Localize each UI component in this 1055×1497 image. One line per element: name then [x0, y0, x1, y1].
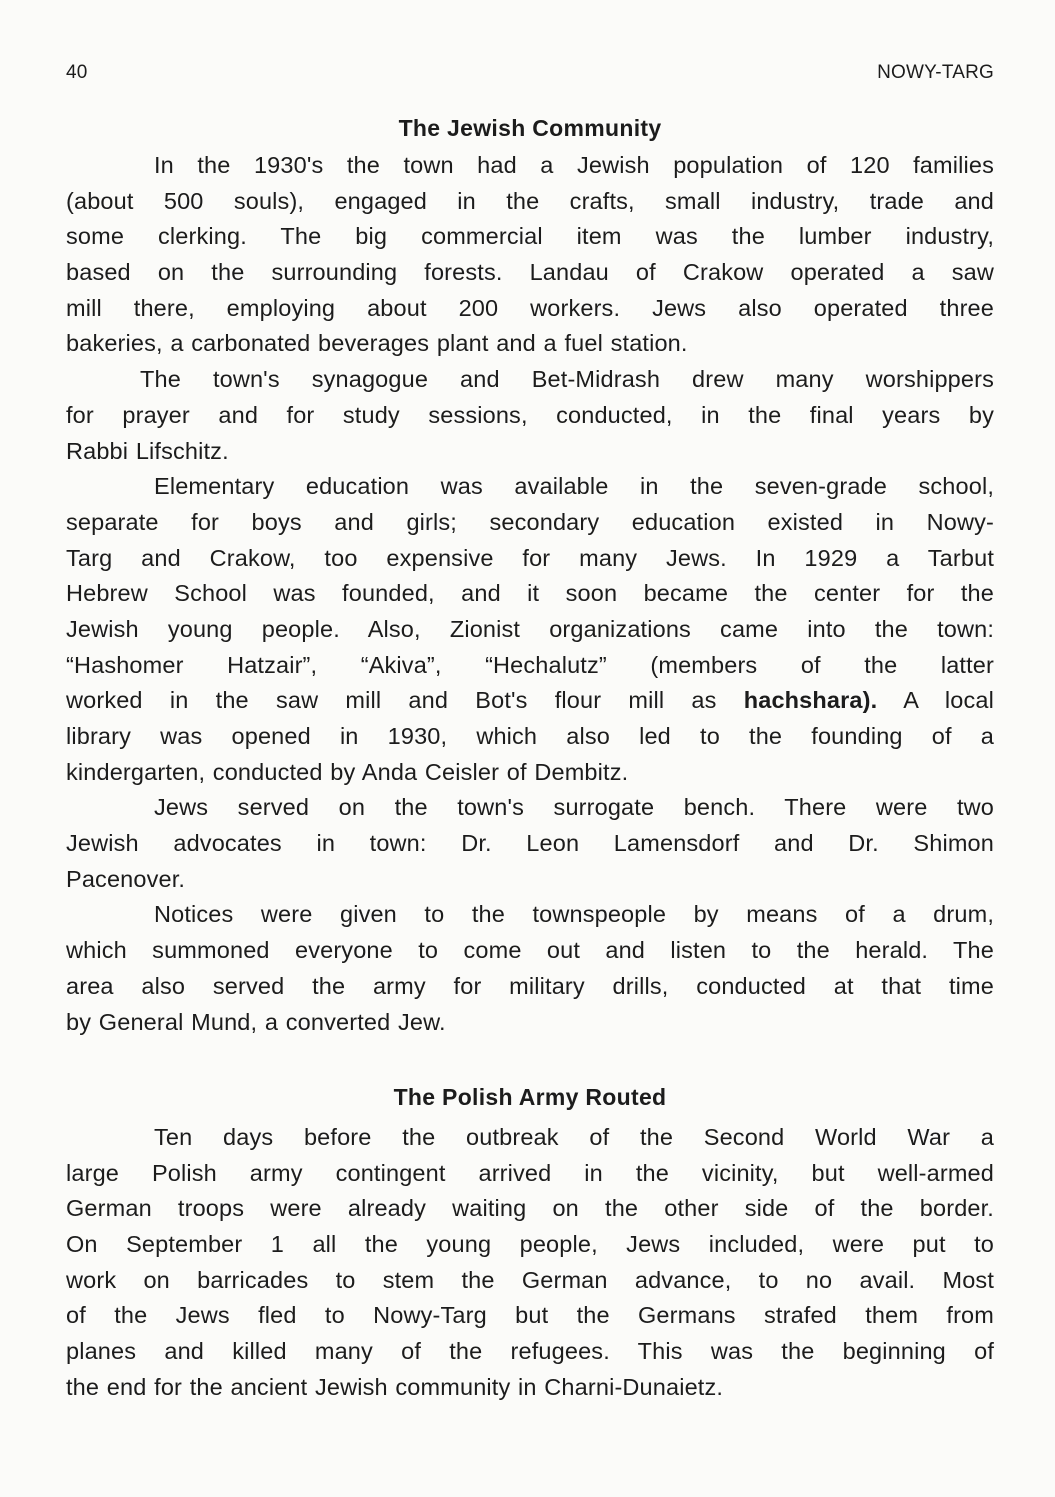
- text-line: the end for the ancient Jewish community in Charni-Dunaietz.: [66, 1373, 724, 1400]
- text-line: Rabbi Lifschitz.: [66, 437, 229, 464]
- section-heading-jewish-community: The Jewish Community: [398, 115, 662, 141]
- text-line: Notices were given to the townspeople by means of a drum,: [154, 901, 994, 928]
- text-line: German troops were already waiting on the other side of the border.: [66, 1195, 994, 1222]
- text-line: based on the surrounding forests. Landau of Crakow operated a saw: [66, 259, 994, 286]
- text-line: of the Jews fled to Nowy-Targ but the Germans strafed them from: [66, 1302, 994, 1329]
- text-line: area also served the army for military drills, conducted at that time: [66, 972, 994, 999]
- text-line: Targ and Crakow, too expensive for many Jews. In 1929 a Tarbut: [66, 544, 994, 571]
- text-line: (about 500 souls), engaged in the crafts, small industry, trade and: [66, 187, 994, 214]
- text-run: worked in the saw mill and Bot's flour mill as: [66, 687, 744, 714]
- text-line: which summoned everyone to come out and listen to the herald. The: [66, 937, 994, 964]
- text-line: In the 1930's the town had a Jewish population of 120 families: [154, 152, 994, 178]
- text-line: Hebrew School was founded, and it soon became the center for the: [66, 580, 994, 607]
- running-title: NOWY-TARG: [877, 62, 994, 83]
- paragraph-education: [66, 469, 994, 790]
- running-header: [66, 62, 994, 88]
- text-line: “Hashomer Hatzair”, “Akiva”, “Hechalutz” (members of the latter: [66, 651, 994, 678]
- text-line: library was opened in 1930, which also led to the founding of a: [66, 723, 994, 749]
- text-line: work on barricades to stem the German advance, to no avail. Most: [66, 1266, 994, 1293]
- paragraph-advocates: [66, 790, 994, 897]
- paragraph-population: [66, 148, 994, 362]
- text-line: Ten days before the outbreak of the Second World War a: [154, 1124, 994, 1150]
- text-line: bakeries, a carbonated beverages plant and a fuel station.: [66, 330, 688, 357]
- text-line: The town's synagogue and Bet-Midrash drew many worshippers: [140, 366, 994, 393]
- text-line: On September 1 all the young people, Jews included, were put to: [66, 1231, 994, 1258]
- text-run: A local: [877, 687, 994, 714]
- page-number: 40: [66, 62, 88, 83]
- text-line: planes and killed many of the refugees. This was the beginning of: [66, 1338, 994, 1365]
- paragraph-synagogue: [66, 362, 994, 469]
- text-line: Elementary education was available in the seven-grade school,: [154, 473, 994, 500]
- text-line: Jewish young people. Also, Zionist organizations came into the town:: [66, 615, 994, 642]
- section-jewish-community: [66, 148, 994, 1040]
- text-line: separate for boys and girls; secondary education existed in Nowy-: [66, 508, 994, 535]
- text-line: some clerking. The big commercial item was the lumber industry,: [66, 223, 994, 250]
- text-line-with-bold: [66, 683, 994, 719]
- paragraph-war-outbreak: [66, 1120, 994, 1406]
- text-line: Jews served on the town's surrogate bench. There were two: [154, 794, 994, 821]
- text-line: kindergarten, conducted by Anda Ceisler of Dembitz.: [66, 758, 629, 785]
- text-line: Pacenover.: [66, 865, 186, 892]
- text-line: large Polish army contingent arrived in the vicinity, but well-armed: [66, 1159, 994, 1186]
- bold-term-hachshara: hachshara).: [743, 687, 878, 714]
- text-line: for prayer and for study sessions, conducted, in the final years by: [66, 401, 994, 428]
- text-line: Jewish advocates in town: Dr. Leon Lamensdorf and Dr. Shimon: [66, 830, 994, 857]
- text-line: by General Mund, a converted Jew.: [66, 1008, 446, 1035]
- text-line: mill there, employing about 200 workers. Jews also operated three: [66, 294, 994, 321]
- paragraph-notices: [66, 897, 994, 1040]
- section-polish-army-routed: [66, 1120, 994, 1406]
- section-heading-polish-army-routed: The Polish Army Routed: [393, 1084, 667, 1110]
